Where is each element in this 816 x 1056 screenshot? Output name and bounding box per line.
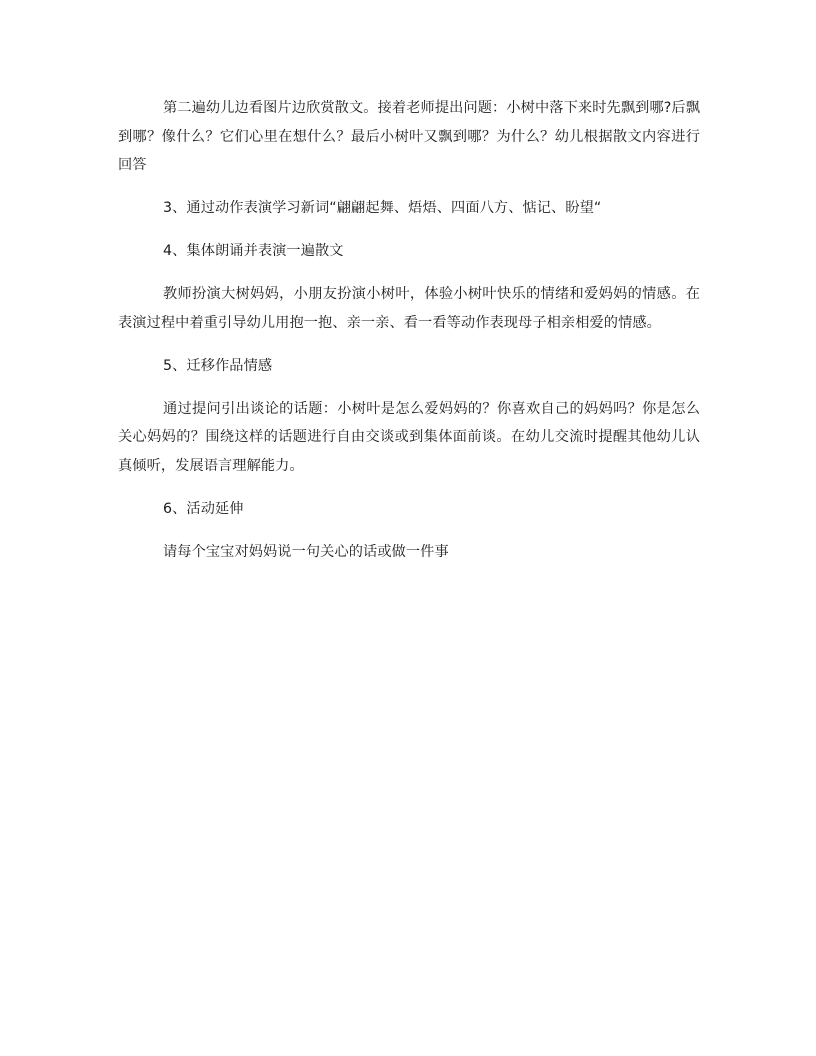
paragraph-step-3: 3、通过动作表演学习新词“翩翩起舞、焐焐、四面八方、惦记、盼望“ [163, 200, 602, 216]
paragraph-step-4: 4、集体朗诵并表演一遍散文 [163, 243, 344, 259]
paragraph-step-6: 6、活动延伸 [163, 500, 244, 517]
paragraph-discussion: 通过提问引出谈论的话题：小树叶是怎么爱妈妈的？你喜欢自己的妈妈吗？你是怎么关心妈妈的？围绕这样的话题进行自由交谈或到集体面前谈。在幼儿交流时提醒其他幼儿认真倾听，发展语言理解能力。 [118, 400, 700, 474]
document-body [118, 94, 700, 566]
paragraph-second-reading: 第二遍幼儿边看图片边欣赏散文。接着老师提出问题：小树中落下来时先飘到哪?后飘到哪？像什么？它们心里在想什么？最后小树叶又飘到哪？为什么？幼儿根据散文内容进行回答 [118, 100, 700, 173]
paragraph-extension: 请每个宝宝对妈妈说一句关心的话或做一件事 [163, 543, 449, 560]
paragraph-step-5: 5、迁移作品情感 [163, 357, 273, 374]
paragraph-performance: 教师扮演大树妈妈，小朋友扮演小树叶，体验小树叶快乐的情绪和爱妈妈的情感。在表演过程中着重引导幼儿用抱一抱、亲一亲、看一看等动作表现母子相亲相爱的情感。 [118, 286, 700, 331]
